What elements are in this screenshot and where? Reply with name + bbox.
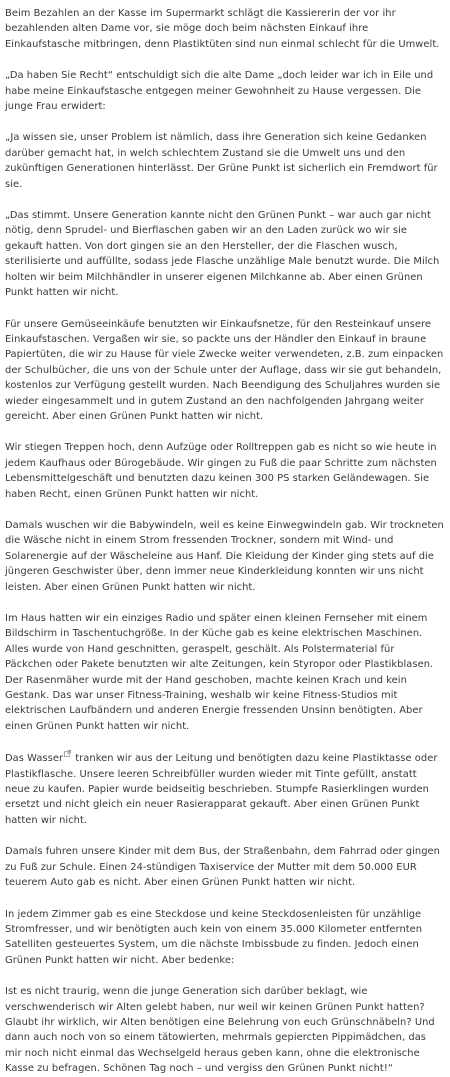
paragraph-5: Für unsere Gemüseeinkäufe benutzten wir Einkaufsnetze, für den Resteinkauf unsere Einkaufstaschen. Vergaßen wir sie, so packte uns der Händler den Einkauf in braune Papiertüten, die wir zu Hause für viele Zwecke weiter verwendeten, z.B. zum einpacken der Schulbücher, die uns von der Schule unter der Auflage, dass wir sie gut behandeln, kostenlos zur Verfügung gestellt wurden. Nach Beendigung des Schuljahres wurden sie wieder eingesammelt und in gutem Zustand an den nachfolgenden Jahrgang weiter gereicht. Aber einen Grünen Punkt hatten wir nicht. — [5, 318, 444, 422]
paragraph-wasser — [5, 750, 444, 828]
paragraph-11: In jedem Zimmer gab es eine Steckdose und keine Steckdosenleisten für unzählige Stromfresser, und wir benötigten auch kein von einem 35.000 Kilometer entfernten Satelliten gesteuertes System, um die nächste Imbissbude zu finden. Jedoch einen Grünen Punkt hatten wir nicht. Aber bedenke: — [5, 908, 423, 966]
paragraph-7: Damals wuschen wir die Babywindeln, weil es keine Einwegwindeln gab. Wir trockneten die Wäsche nicht in einem Strom fressenden Trockner, sondern mit Wind- und Solarenergie auf der Wäscheleine aus Hanf. Die Kleidung der Kinder ging stets auf die jüngeren Geschwister über, denn immer neue Kinderkleidung konnten wir uns nicht leisten. Aber einen Grünen Punkt hatten wir nicht. — [5, 519, 444, 593]
paragraph-6: Wir stiegen Treppen hoch, denn Aufzüge oder Rolltreppen gab es nicht so wie heute in jedem Kaufhaus oder Bürogebäude. Wir gingen zu Fuß die paar Schritte zum nächsten Lebensmittelgeschäft und benutzten dazu keinen 300 PS starken Geländewagen. Sie haben Recht, einen Grünen Punkt hatten wir nicht. — [5, 442, 437, 500]
external-link-icon[interactable] — [64, 750, 71, 757]
paragraph-2: „Da haben Sie Recht“ entschuldigt sich die alte Dame „doch leider war ich in Eile und habe meine Einkaufstasche entgegen meiner Gewohnheit zu Hause vergessen. Die junge Frau erwidert: — [5, 70, 434, 113]
paragraph-wasser-after: tranken wir aus der Leitung und benötigten dazu keine Plastiktasse oder Plastikflasche. Unsere leeren Schreibfüller wurden wieder mit Tinte gefüllt, anstatt neue zu kaufen. Papier wurde beidseitig beschrieben. Stumpfe Rasierklingen wurden ersetzt und nicht gleich ein neuer Rasierapparat gekauft. Aber einen Grünen Punkt hatten wir nicht. — [5, 753, 438, 826]
paragraph-1: Beim Bezahlen an der Kasse im Supermarkt schlägt die Kassiererin der vor ihr bezahlenden alten Dame vor, sie möge doch beim nächsten Einkauf ihre Einkaufstasche mitbringen, denn Plastiktüten sind nun einmal schlecht für die Umwelt. — [5, 8, 440, 50]
paragraph-wasser-before: Das — [5, 753, 28, 765]
paragraph-4: „Das stimmt. Unsere Generation kannte nicht den Grünen Punkt – war auch gar nicht nötig, denn Sprudel- und Bierflaschen gaben wir an den Laden zurück wo wir sie gekauft hatten. Von dort gingen sie an den Hersteller, der die Flaschen wusch, sterilisierte und auffüllte, sodass jede Flasche unzählige Male benutzt wurde. Die Milch holten wir beim Milchhändler in unserer eigenen Milchkanne ab. Aber einen Grünen Punkt hatten wir nicht. — [5, 210, 440, 299]
paragraph-12: Ist es nicht traurig, wenn die junge Generation sich darüber beklagt, wie verschwenderisch wir Alten gelebt haben, nur weil wir keinen Grünen Punkt hatten? Glaubt ihr wirklich, wir Alten benötigen eine Belehrung von euch Grünschnäbeln? Und dann auch noch von so einem tätowierten, mehrmals gepiercten Pippimädchen, das mir noch nicht einmal das Wechselgeld heraus geben kann, ohne die elektronische Kasse zu befragen. Schönen Tag noch – und vergiss den Grünen Punkt nicht!“ — [5, 986, 435, 1075]
wasser-link[interactable]: Wasser — [27, 753, 64, 765]
paragraph-8: Im Haus hatten wir ein einziges Radio und später einen kleinen Fernseher mit einem Bildschirm in Taschentuchgröße. In der Küche gab es keine elektrischen Maschinen. Alles wurde von Hand geschnitten, geraspelt, geschält. Als Polstermaterial für Päckchen oder Pakete benutzten wir alte Zeitungen, kein Styropor oder Plastikblasen. Der Rasenmäher wurde mit der Hand geschoben, machte keinen Krach und kein Gestank. Das war unser Fitness-Training, weshalb wir keine Fitness-Studios mit elektrischen Laufbändern und anderen Energie fressenden Unsinn benötigten. Aber einen Grünen Punkt hatten wir nicht. — [5, 613, 434, 732]
paragraph-3: „Ja wissen sie, unser Problem ist nämlich, dass ihre Generation sich keine Gedanken darüber gemacht hat, in welch schlechtem Zustand sie die Umwelt uns und den zukünftigen Generationen hinterlässt. Der Grüne Punkt ist sicherlich ein Fremdwort für sie. — [5, 132, 438, 190]
paragraph-10: Damals fuhren unsere Kinder mit dem Bus, der Straßenbahn, dem Fahrrad oder gingen zu Fuß zur Schule. Einen 24-stündigen Taxiservice der Mutter mit dem 50.000 EUR teuerem Auto gab es nicht. Aber einen Grünen Punkt hatten wir nicht. — [5, 846, 440, 889]
